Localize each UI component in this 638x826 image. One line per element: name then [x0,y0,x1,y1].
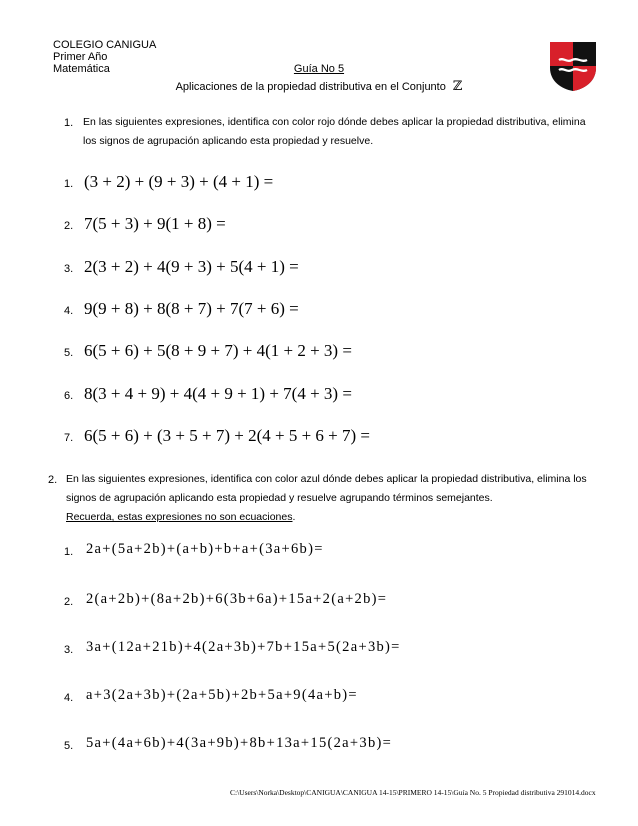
s2-expression: 2(a+2b)+(8a+2b)+6(3b+6a)+15a+2(a+2b)= [86,591,388,607]
s2-expression: 3a+(12a+21b)+4(2a+3b)+7b+15a+5(2a+3b)= [86,639,401,655]
school-shield-logo [547,40,599,92]
s1-item-number: 6. [64,390,74,402]
s1-expression: 9(9 + 8) + 8(8 + 7) + 7(7 + 6) = [84,299,299,318]
s2-expression: a+3(2a+3b)+(2a+5b)+2b+5a+9(4a+b)= [86,687,358,703]
s2-item-number: 5. [64,740,74,752]
s2-expression: 5a+(4a+6b)+4(3a+9b)+8b+13a+15(2a+3b)= [86,735,393,751]
section2-note-end: . [292,511,296,523]
section2-note-underlined: Recuerda, estas expresiones no son ecuaciones [66,511,293,523]
s2-item-number: 3. [64,644,74,656]
s1-item-number: 3. [64,263,74,275]
page-title-text: Aplicaciones de la propiedad distributiva en el Conjunto [175,81,446,93]
s1-item-number: 1. [64,178,74,190]
s1-expression: 2(3 + 2) + 4(9 + 3) + 5(4 + 1) = [84,257,299,276]
s1-item-number: 4. [64,305,74,317]
s2-item-number: 4. [64,692,74,704]
s1-expression: 6(5 + 6) + 5(8 + 9 + 7) + 4(1 + 2 + 3) = [84,341,352,360]
s2-item-number: 1. [64,546,74,558]
s1-expression: 6(5 + 6) + (3 + 5 + 7) + 2(4 + 5 + 6 + 7) = [84,426,371,445]
s1-expression: 7(5 + 3) + 9(1 + 8) = [84,214,226,233]
guide-number-text: Guía No 5 [293,63,345,75]
s1-expression: 8(3 + 4 + 9) + 4(4 + 9 + 1) + 7(4 + 3) = [84,384,352,403]
grade-label: Primer Año [53,51,108,63]
document-path-footer: C:\Users\Norka\Desktop\CANIGUA\CANIGUA 14-15\PRIMERO 14-15\Guía No. 5 Propiedad distributiva 291014.docx [230,788,596,797]
subject-label: Matemática [53,63,110,75]
section2-instructions [66,470,606,527]
section1-number: 1. [64,117,74,129]
section1-instruction-line1: En las siguientes expresiones, identifica con color rojo dónde debes aplicar la propiedad distributiva, elimina [83,116,586,128]
school-name: COLEGIO CANIGUA [53,39,157,51]
s2-item-number: 2. [64,596,74,608]
s1-item-number: 5. [64,347,74,359]
page-title [0,79,638,94]
s1-item-number: 2. [64,220,74,232]
section2-instruction-line1: En las siguientes expresiones, identifica con color azul dónde debes aplicar la propiedad distributiva, elimina los [66,473,587,485]
section1-instructions [83,113,603,151]
section2-number: 2. [48,474,58,486]
integers-set-symbol: ℤ [452,79,463,94]
section2-instruction-line2: signos de agrupación aplicando esta propiedad y resuelve agrupando términos semejantes. [66,492,493,504]
s1-item-number: 7. [64,432,74,444]
s2-expression: 2a+(5a+2b)+(a+b)+b+a+(3a+6b)= [86,541,324,557]
s1-expression: (3 + 2) + (9 + 3) + (4 + 1) = [84,172,274,191]
guide-number [0,63,638,75]
section1-instruction-line2: los signos de agrupación aplicando esta propiedad y resuelve. [83,135,374,147]
section2-note [66,508,606,527]
